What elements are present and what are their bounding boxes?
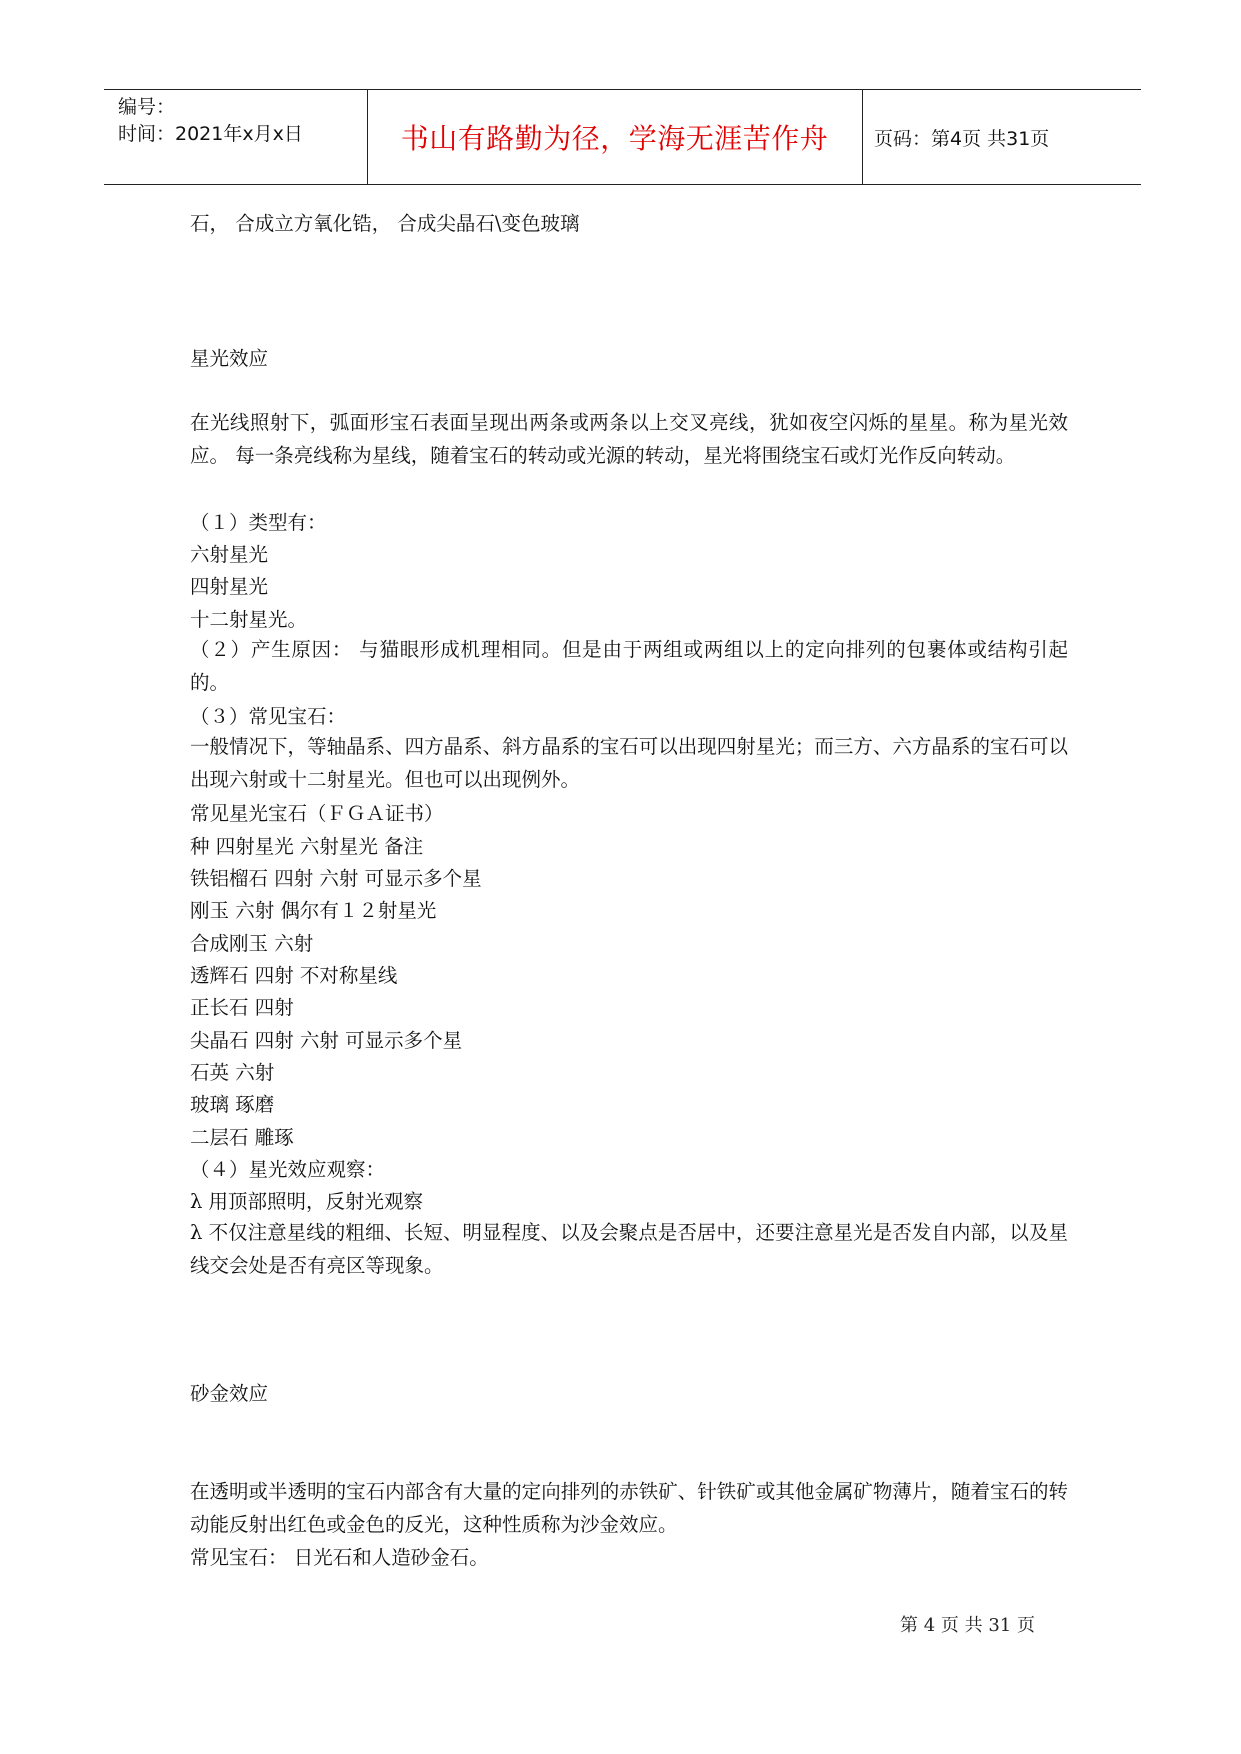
list-item: （４）星光效应观察： [190,1158,386,1181]
list-item: （１）类型有： [190,511,327,534]
section-heading-aventurine-effect: 砂金效应 [190,1382,269,1405]
list-item: 六射星光 [190,543,269,566]
table-row: 合成刚玉 六射 [190,932,314,955]
header-left-cell [118,94,303,148]
table-row: 正长石 四射 [190,996,294,1019]
header-page-cell [874,90,1049,184]
header-divider-right [862,90,863,184]
paragraph-star-effect: 在光线照射下，弧面形宝石表面呈现出两条或两条以上交叉亮线，犹如夜空闪烁的星星。称为星光效应。 每一条亮线称为星线，随着宝石的转动或光源的转动，星光将围绕宝石或灯光作反向转动。 [190,411,1068,467]
table-row: 种 四射星光 六射星光 备注 [190,835,424,858]
list-item: 常见星光宝石（ＦＧＡ证书） [190,802,444,825]
table-row: 二层石 雕琢 [190,1126,294,1149]
header-motto-cell [367,90,862,184]
table-row: 透辉石 四射 不对称星线 [190,964,398,987]
table-row: 铁铝榴石 四射 六射 可显示多个星 [190,867,482,890]
header-motto: 书山有路勤为径，学海无涯苦作舟 [400,122,829,155]
list-item: 十二射星光。 [190,608,308,631]
list-item: （３）常见宝石： [190,705,347,728]
list-item: λ 用顶部照明，反射光观察 [190,1190,424,1213]
paragraph-common-gems: 一般情况下，等轴晶系、四方晶系、斜方晶系的宝石可以出现四射星光；而三方、六方晶系的宝石可以出现六射或十二射星光。但也可以出现例外。 [190,735,1068,791]
header-page-label: 页码：第4页 共31页 [874,127,1050,150]
list-item: 常见宝石： 日光石和人造砂金石。 [190,1546,489,1569]
text-line: 石， 合成立方氧化锆， 合成尖晶石\变色玻璃 [190,212,580,235]
table-row: 石英 六射 [190,1061,275,1084]
section-heading-star-effect: 星光效应 [190,347,269,370]
document-number-label: 编号： [118,96,176,118]
table-row: 玻璃 琢磨 [190,1093,275,1116]
header-table [104,89,1141,185]
list-item: 四射星光 [190,575,269,598]
table-row: 尖晶石 四射 六射 可显示多个星 [190,1029,463,1052]
paragraph-observation: λ 不仅注意星线的粗细、长短、明显程度、以及会聚点是否居中，还要注意星光是否发自内部，以及星线交会处是否有亮区等现象。 [190,1221,1068,1277]
document-time-label: 时间：2021年x月x日 [118,123,303,145]
table-row: 刚玉 六射 偶尔有１２射星光 [190,899,437,922]
paragraph-cause: （２）产生原因： 与猫眼形成机理相同。但是由于两组或两组以上的定向排列的包裹体或结构引起的。 [190,638,1068,694]
paragraph-aventurine-effect: 在透明或半透明的宝石内部含有大量的定向排列的赤铁矿、针铁矿或其他金属矿物薄片，随着宝石的转动能反射出红色或金色的反光，这种性质称为沙金效应。 [190,1480,1068,1536]
footer-page-number: 第 4 页 共 31 页 [900,1615,1035,1636]
